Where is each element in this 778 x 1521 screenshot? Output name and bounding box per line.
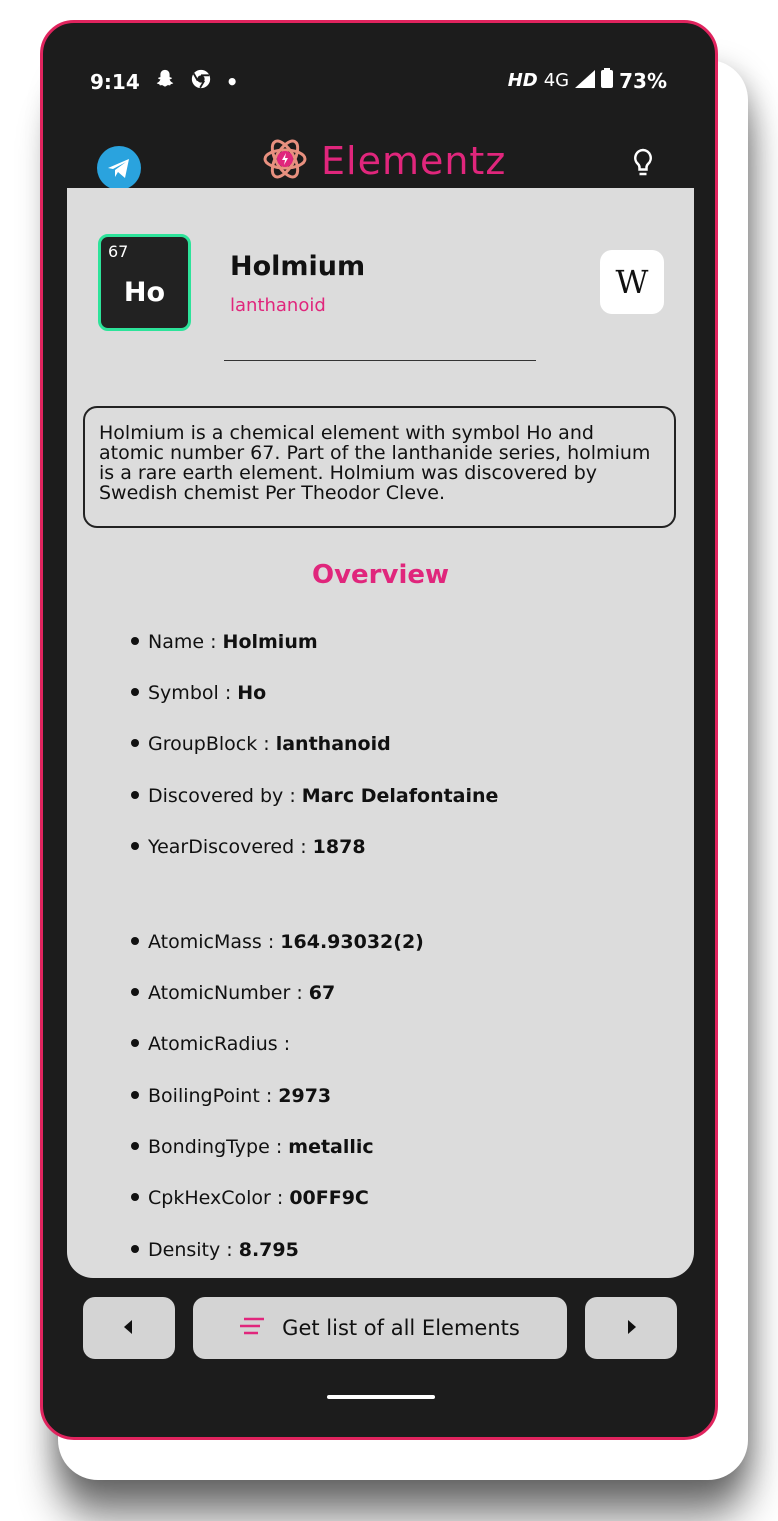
bullet-icon — [131, 1091, 139, 1099]
phone-frame — [40, 20, 718, 1440]
element-number: 67 — [108, 242, 129, 261]
element-group: lanthanoid — [230, 295, 326, 316]
chrome-icon — [190, 68, 212, 95]
snapchat-icon — [154, 68, 176, 95]
item-value: Ho — [237, 682, 267, 704]
list-item — [131, 1187, 369, 1209]
signal-icon — [575, 69, 595, 93]
app-logo — [261, 135, 506, 187]
app-title: Elementz — [321, 139, 507, 183]
status-left — [90, 68, 239, 95]
dot-icon: • — [225, 69, 239, 94]
bullet-icon — [131, 937, 139, 945]
list-item — [131, 982, 335, 1004]
item-value: 67 — [308, 982, 336, 1004]
caret-right-icon — [626, 1319, 636, 1338]
item-label: Density : — [148, 1239, 239, 1261]
item-value: 164.93032(2) — [280, 931, 424, 953]
hd-badge: HD — [507, 70, 538, 91]
item-value: 8.795 — [238, 1239, 299, 1261]
list-item — [131, 931, 424, 953]
bottom-nav — [43, 1258, 715, 1440]
telegram-icon[interactable] — [97, 146, 141, 190]
bullet-icon — [131, 1193, 139, 1201]
item-value: Marc Delafontaine — [301, 785, 499, 807]
element-list-button[interactable] — [193, 1297, 567, 1359]
item-label: AtomicNumber : — [148, 982, 309, 1004]
bullet-icon — [131, 988, 139, 996]
list-item — [131, 733, 391, 755]
bullet-icon — [131, 637, 139, 645]
bullet-icon — [131, 1142, 139, 1150]
item-label: AtomicMass : — [148, 931, 281, 953]
lightbulb-icon[interactable] — [631, 147, 655, 185]
list-item — [131, 785, 498, 807]
status-bar — [43, 23, 715, 133]
wikipedia-button[interactable] — [600, 250, 664, 314]
element-summary: Holmium is a chemical element with symbol Ho and atomic number 67. Part of the lanthanide series, holmium is a rare earth element. Holmium was discovered by Swedish chemist Per Theodor Cleve. — [83, 406, 676, 528]
item-label: BoilingPoint : — [148, 1085, 279, 1107]
overview-title: Overview — [311, 560, 450, 590]
item-label: Symbol : — [148, 682, 238, 704]
home-indicator[interactable] — [327, 1395, 435, 1399]
list-item — [131, 682, 266, 704]
next-element-button[interactable] — [585, 1297, 677, 1359]
bullet-icon — [131, 688, 139, 696]
element-list-label: Get list of all Elements — [282, 1316, 520, 1340]
list-item — [131, 836, 366, 858]
caret-left-icon — [124, 1319, 134, 1338]
status-right — [508, 68, 667, 93]
bullet-icon — [131, 791, 139, 799]
element-tile — [98, 234, 191, 331]
item-value: 2973 — [278, 1085, 332, 1107]
status-time: 9:14 — [90, 69, 140, 94]
wikipedia-icon: W — [615, 263, 649, 301]
list-item — [131, 1085, 331, 1107]
battery-icon — [601, 68, 613, 93]
item-value: 1878 — [312, 836, 366, 858]
bullet-icon — [131, 842, 139, 850]
bullet-icon — [131, 1039, 139, 1047]
item-label: Name : — [148, 631, 223, 653]
bullet-icon — [131, 1245, 139, 1253]
divider — [224, 360, 536, 361]
item-label: Discovered by : — [148, 785, 302, 807]
item-value: metallic — [288, 1136, 374, 1158]
network-type: 4G — [543, 70, 570, 91]
battery-percent: 73% — [619, 68, 667, 93]
list-icon — [240, 1317, 264, 1339]
element-detail-panel — [67, 188, 694, 1278]
item-label: GroupBlock : — [148, 733, 276, 755]
item-label: YearDiscovered : — [148, 836, 313, 858]
item-value: lanthanoid — [275, 733, 391, 755]
list-item — [131, 1033, 290, 1055]
item-value: 00FF9C — [289, 1187, 369, 1209]
list-item — [131, 631, 318, 653]
bullet-icon — [131, 739, 139, 747]
item-label: CpkHexColor : — [148, 1187, 290, 1209]
element-name: Holmium — [230, 251, 366, 282]
element-symbol: Ho — [123, 277, 166, 308]
item-label: BondingType : — [148, 1136, 289, 1158]
previous-element-button[interactable] — [83, 1297, 175, 1359]
item-label: AtomicRadius : — [148, 1033, 291, 1055]
item-value: Holmium — [222, 631, 318, 653]
atom-logo-icon — [261, 135, 309, 187]
list-item — [131, 1136, 374, 1158]
